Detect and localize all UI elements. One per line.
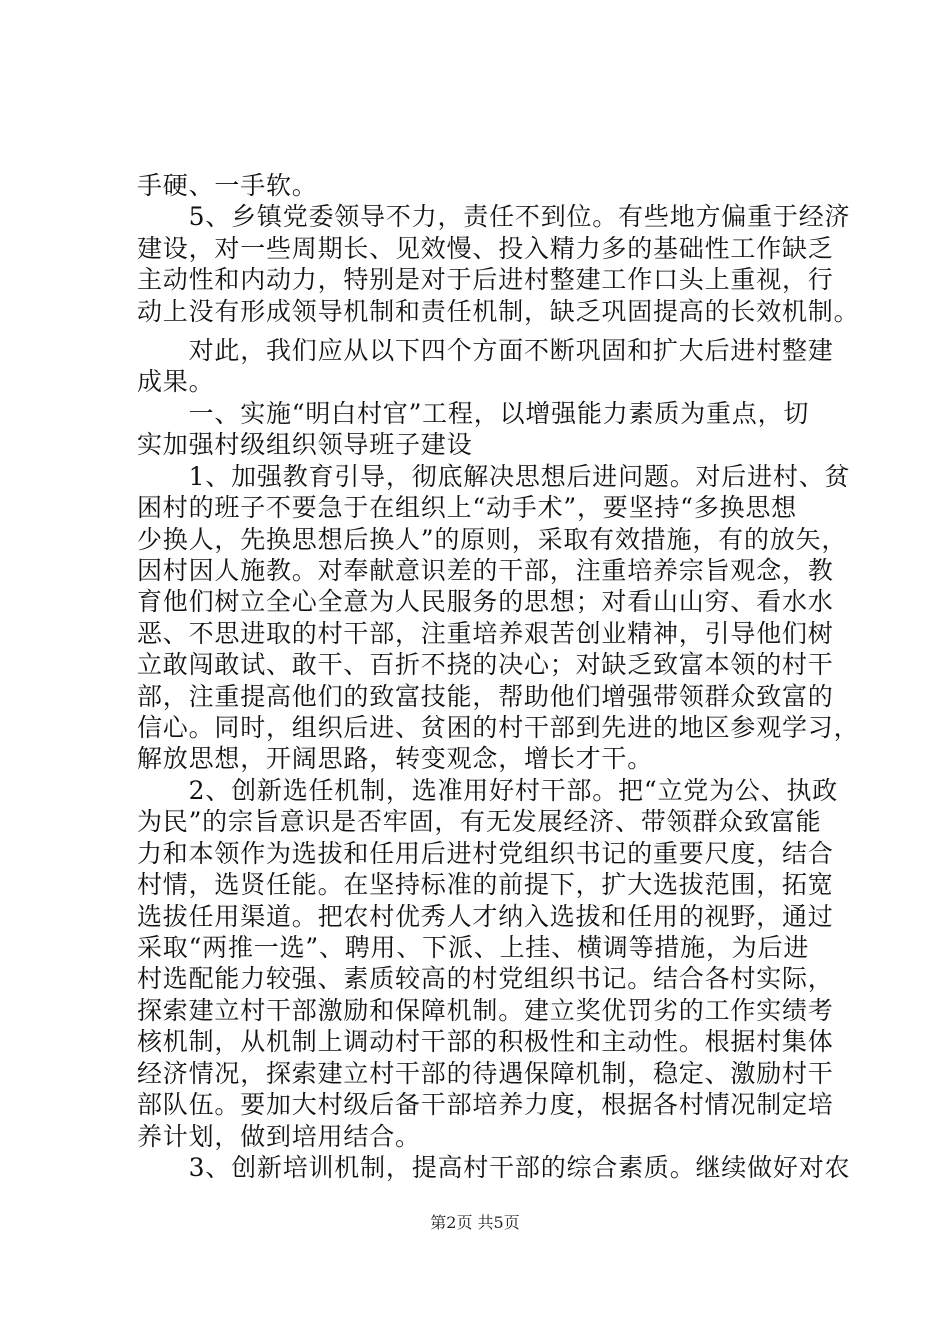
text-line: 1、加强教育引导，彻底解决思想后进问题。对后进村、贫 [137,462,851,491]
text-line: 育他们树立全心全意为人民服务的思想；对看山山穷、看水水 [137,587,834,616]
section-heading: 实加强村级组织领导班子建设 [137,430,473,459]
section-heading: 一、实施“明白村官”工程，以增强能力素质为重点，切 [137,399,810,428]
text-line: 手硬、一手软。 [137,171,318,200]
text-line: 少换人，先换思想后换人”的原则，采取有效措施，有的放矢， [137,525,848,554]
text-line: 建设，对一些周期长、见效慢、投入精力多的基础性工作缺乏 [137,234,834,263]
text-line: 动上没有形成领导机制和责任机制，缺乏巩固提高的长效机制。 [137,297,860,326]
text-line: 5、乡镇党委领导不力，责任不到位。有些地方偏重于经济 [137,202,851,231]
text-line: 2、创新选任机制，选准用好村干部。把“立党为公、执政 [137,776,839,805]
text-line: 信心。同时，组织后进、贫困的村干部到先进的地区参观学习， [137,713,860,742]
text-line: 养计划，做到培用结合。 [137,1122,421,1151]
text-line: 经济情况，探索建立村干部的待遇保障机制，稳定、激励村干 [137,1059,834,1088]
text-line: 村选配能力较强、素质较高的村党组织书记。结合各村实际， [137,964,834,993]
text-line: 部队伍。要加大村级后备干部培养力度，根据各村情况制定培 [137,1090,834,1119]
text-line: 核机制，从机制上调动村干部的积极性和主动性。根据村集体 [137,1027,834,1056]
text-line: 部，注重提高他们的致富技能，帮助他们增强带领群众致富的 [137,682,834,711]
text-line: 恶、不思进取的村干部，注重培养艰苦创业精神，引导他们树 [137,619,834,648]
text-line: 成果。 [137,367,215,396]
text-line: 探索建立村干部激励和保障机制。建立奖优罚劣的工作实绩考 [137,996,834,1025]
text-line: 为民”的宗旨意识是否牢固，有无发展经济、带领群众致富能 [137,807,822,836]
text-line: 解放思想，开阔思路，转变观念，增长才干。 [137,744,654,773]
text-line: 立敢闯敢试、敢干、百折不挠的决心；对缺乏致富本领的村干 [137,650,834,679]
text-line: 3、创新培训机制，提高村干部的综合素质。继续做好对农 [137,1153,851,1182]
text-line: 主动性和内动力，特别是对于后进村整建工作口头上重视，行 [137,265,834,294]
text-line: 力和本领作为选拔和任用后进村党组织书记的重要尺度，结合 [137,839,834,868]
text-line: 因村因人施教。对奉献意识差的干部，注重培养宗旨观念，教 [137,556,834,585]
text-line: 村情，选贤任能。在坚持标准的前提下，扩大选拔范围，拓宽 [137,870,834,899]
text-line: 对此，我们应从以下四个方面不断巩固和扩大后进村整建 [137,336,834,365]
text-line: 选拔任用渠道。把农村优秀人才纳入选拔和任用的视野，通过 [137,902,834,931]
page-footer: 第2页 共5页 [430,1213,520,1232]
text-line: 采取“两推一选”、聘用、下派、上挂、横调等措施，为后进 [137,933,810,962]
text-line: 困村的班子不要急于在组织上“动手术”，要坚持“多换思想 [137,493,797,522]
